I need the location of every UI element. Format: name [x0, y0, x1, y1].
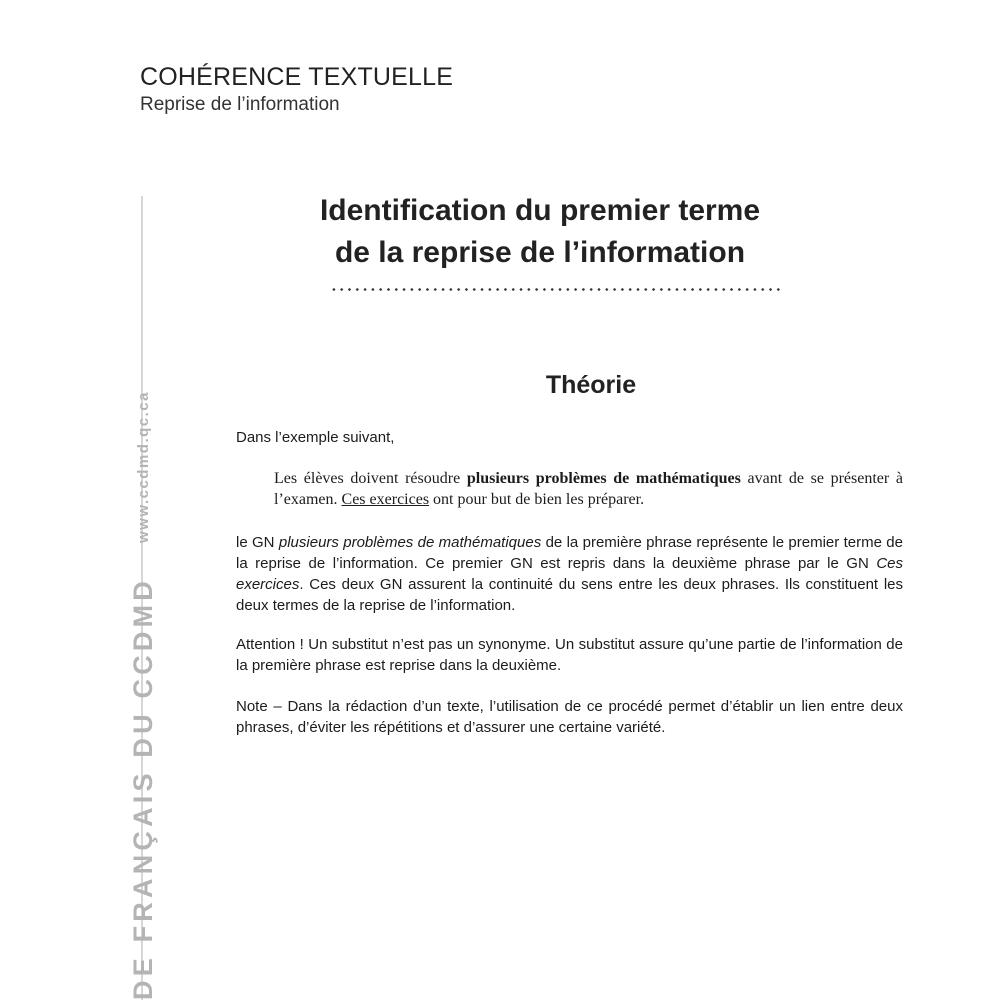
explanation-italic-1: plusieurs problèmes de mathématiques [278, 534, 542, 551]
page-header [140, 62, 453, 117]
explanation-text-3: . Ces deux GN assurent la continuité du sens entre les deux phrases. Ils constituent les deux termes de la reprise de l’information. [236, 576, 903, 614]
page-title [236, 190, 844, 274]
example-bold-phrase: plusieurs problèmes de mathématiques [466, 470, 741, 487]
header-subtitle: Reprise de l’information [140, 94, 340, 115]
example-text-3: ont pour but de bien les préparer. [429, 491, 645, 508]
page-title-line-2: de la reprise de l’information [334, 236, 746, 269]
attention-paragraph: Attention ! Un substitut n’est pas un synonyme. Un substitut assure qu’une partie de l’information de la première phrase est reprise dans la deuxième. [236, 636, 903, 674]
dotted-divider [330, 288, 780, 291]
example-underlined-phrase: Ces exercices [341, 491, 430, 508]
note-paragraph: Note – Dans la rédaction d’un texte, l’utilisation de ce procédé permet d’établir un lien entre deux phrases, d’éviter les répétitions et d’assurer une certaine variété. [236, 698, 903, 736]
intro-paragraph: Dans l’exemple suivant, [236, 429, 395, 446]
explanation-text-2: de la première phrase représente le premier terme de la reprise de l’information. Ce premier GN est repris dans la deuxième phrase par le GN [236, 534, 903, 572]
header-title: COHÉRENCE TEXTUELLE [140, 63, 454, 91]
page-title-line-1: Identification du premier terme [319, 194, 761, 227]
explanation-text-1: le GN [236, 534, 279, 551]
side-watermark [128, 391, 159, 1000]
example-text-2: avant de se présenter à l’examen. [274, 470, 904, 508]
section-title: Théorie [545, 371, 637, 399]
example-text-1: Les élèves doivent résoudre [274, 470, 467, 487]
example-paragraph [274, 468, 903, 510]
side-brand-text: DE FRANÇAIS DU CCDMD [128, 577, 158, 1000]
explanation-paragraph [236, 532, 903, 616]
side-url-text: www.ccdmd.qc.ca [135, 391, 152, 543]
explanation-italic-2: Ces exercices [236, 555, 903, 593]
